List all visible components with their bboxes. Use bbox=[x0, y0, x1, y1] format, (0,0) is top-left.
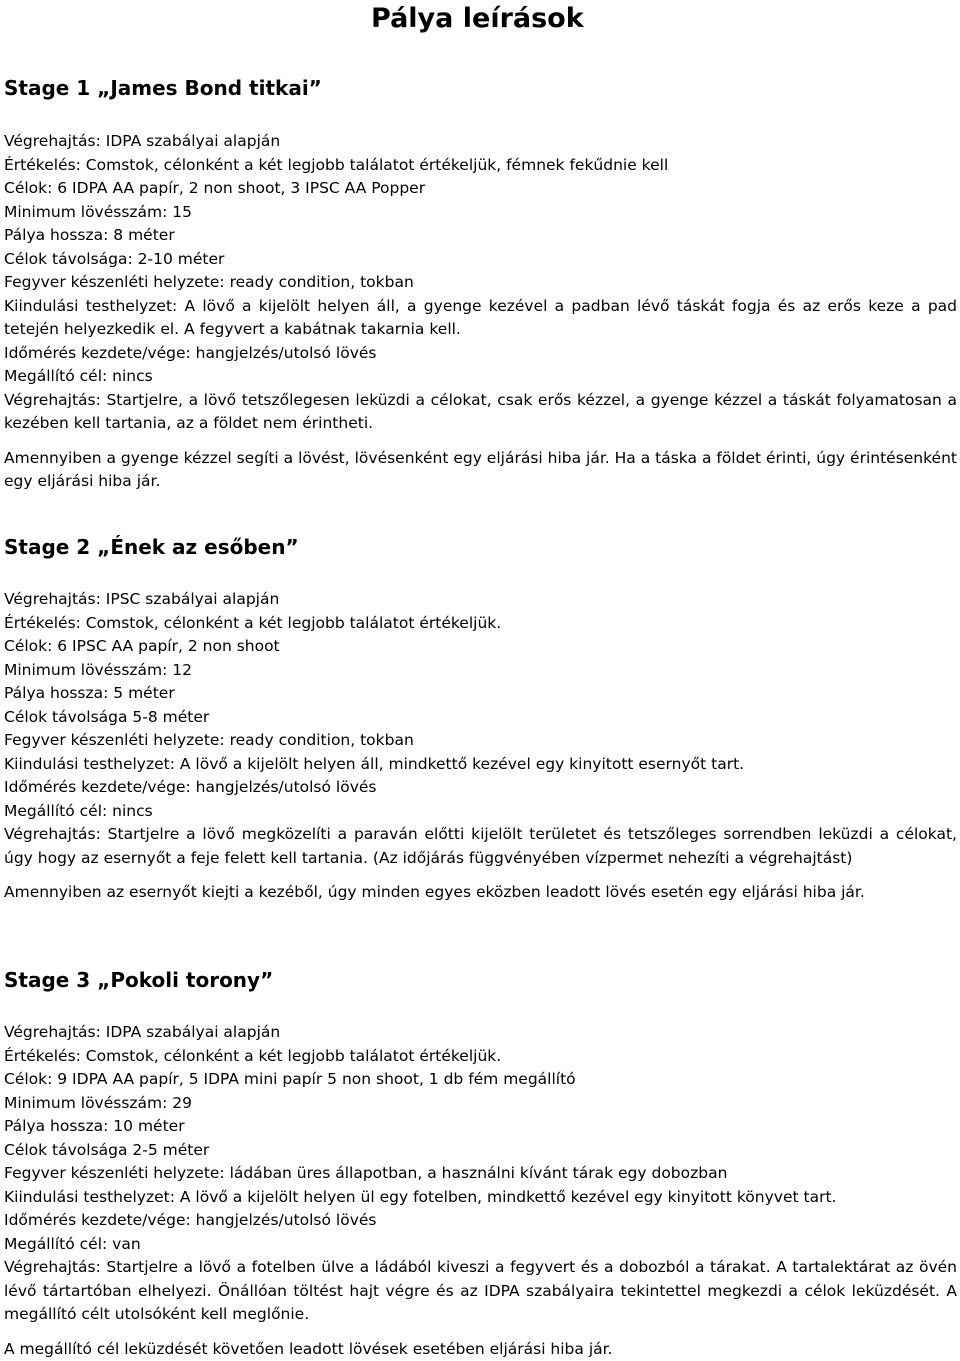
stage-1-stop-plate: Megállító cél: nincs bbox=[4, 367, 153, 385]
stage-1-heading: Stage 1 „James Bond titkai” bbox=[4, 76, 322, 100]
stage-1-body bbox=[4, 130, 957, 494]
stage-3-start-position: Kiindulási testhelyzet: A lövő a kijelölt helyen ül egy fotelben, mindkettő kezével egy kinyitott könyvet tart. bbox=[4, 1187, 837, 1206]
stage-1-min-rounds: Minimum lövésszám: 15 bbox=[4, 202, 193, 221]
stage-3-timing: Időmérés kezdete/vége: hangjelzés/utolsó lövés bbox=[4, 1211, 377, 1229]
stage-2-min-rounds: Minimum lövésszám: 12 bbox=[4, 660, 193, 679]
stage-2-timing: Időmérés kezdete/vége: hangjelzés/utolsó lövés bbox=[4, 778, 377, 796]
stage-2-start-position: Kiindulási testhelyzet: A lövő a kijelölt helyen áll, mindkettő kezével egy kinyitott esernyőt tart. bbox=[4, 754, 745, 773]
stage-3-execution: Végrehajtás: Startjelre a lövő a fotelben ülve a ládából kiveszi a fegyvert és a dobozból a tárakat. A tartalektárat az övén lévő tártartóban elhelyezi. Önállóan töltést hajt végre és az IDPA szabályaira tekintettel megkezdi a célok leküzdését. A megállító célt utolsóként kell meglőnie. bbox=[4, 1258, 957, 1323]
document-title: Pálya leírások bbox=[371, 3, 584, 34]
stage-3-weapon-ready: Fegyver készenléti helyzete: ládában üres állapotban, a használni kívánt tárak egy dobozban bbox=[4, 1164, 728, 1182]
stage-1-weapon-ready: Fegyver készenléti helyzete: ready condition, tokban bbox=[4, 273, 414, 291]
stage-2-scoring: Értékelés: Comstok, célonként a két legjobb találatot értékeljük. bbox=[4, 613, 502, 632]
stage-2-targets: Célok: 6 IPSC AA papír, 2 non shoot bbox=[4, 637, 280, 655]
stage-3-penalty: A megállító cél leküzdését követően leadott lövések esetében eljárási hiba jár. bbox=[4, 1339, 613, 1358]
stage-2-stop-plate: Megállító cél: nincs bbox=[4, 801, 153, 820]
stage-1-target-distance: Célok távolsága: 2-10 méter bbox=[4, 249, 225, 268]
stage-2-execution-rules: Végrehajtás: IPSC szabályai alapján bbox=[4, 590, 280, 608]
stage-3-min-rounds: Minimum lövésszám: 29 bbox=[4, 1093, 193, 1112]
stage-1-start-position: Kiindulási testhelyzet: A lövő a kijelölt helyen áll, a gyenge kezével a padban lévő táskát fogja és az erős keze a pad tetején helyezkedik el. A fegyvert a kabátnak takarnia kell. bbox=[4, 296, 957, 338]
stage-1-timing: Időmérés kezdete/vége: hangjelzés/utolsó lövés bbox=[4, 343, 377, 362]
stage-2-execution: Végrehajtás: Startjelre a lövő megközelíti a paraván előtti kijelölt területet és tetszőleges sorrendben leküzdi a célokat, úgy hogy az esernyőt a feje felett kell tartania. (Az időjárás függvényében vízpermet nehezíti a végrehajtást) bbox=[4, 825, 957, 867]
stage-2-weapon-ready: Fegyver készenléti helyzete: ready condition, tokban bbox=[4, 731, 414, 749]
stage-2-penalty: Amennyiben az esernyőt kiejti a kezéből, úgy minden egyes eközben leadott lövés esetén egy eljárási hiba jár. bbox=[4, 883, 865, 901]
stage-1-scoring: Értékelés: Comstok, célonként a két legjobb találatot értékeljük, fémnek fekűdnie kell bbox=[4, 155, 669, 174]
stage-2-body bbox=[4, 588, 957, 905]
stage-3-heading: Stage 3 „Pokoli torony” bbox=[4, 968, 274, 992]
stage-3-stop-plate: Megállító cél: van bbox=[4, 1234, 141, 1253]
stage-1-targets: Célok: 6 IDPA AA papír, 2 non shoot, 3 IPSC AA Popper bbox=[4, 179, 426, 197]
stage-3-stage-length: Pálya hossza: 10 méter bbox=[4, 1117, 185, 1135]
stage-3-targets: Célok: 9 IDPA AA papír, 5 IDPA mini papír 5 non shoot, 1 db fém megállító bbox=[4, 1070, 576, 1088]
stage-3-target-distance: Célok távolsága 2-5 méter bbox=[4, 1140, 210, 1159]
stage-1-stage-length: Pálya hossza: 8 méter bbox=[4, 226, 175, 244]
stage-1-execution-rules: Végrehajtás: IDPA szabályai alapján bbox=[4, 132, 281, 150]
stage-2-heading: Stage 2 „Ének az esőben” bbox=[4, 535, 299, 559]
stage-3-scoring: Értékelés: Comstok, célonként a két legjobb találatot értékeljük. bbox=[4, 1046, 502, 1065]
stage-2-target-distance: Célok távolsága 5-8 méter bbox=[4, 707, 210, 726]
stage-1-execution: Végrehajtás: Startjelre, a lövő tetszőlegesen leküzdi a célokat, csak erős kézzel, a gyenge kézzel a táskát folyamatosan a kezében kell tartania, az a földet nem érintheti. bbox=[4, 390, 957, 432]
stage-3-execution-rules: Végrehajtás: IDPA szabályai alapján bbox=[4, 1023, 281, 1041]
stage-1-penalty: Amennyiben a gyenge kézzel segíti a lövést, lövésenként egy eljárási hiba jár. Ha a táska a földet érinti, úgy érintésenként egy eljárási hiba jár. bbox=[4, 448, 957, 490]
stage-2-stage-length: Pálya hossza: 5 méter bbox=[4, 684, 175, 702]
stage-3-body bbox=[4, 1021, 957, 1361]
